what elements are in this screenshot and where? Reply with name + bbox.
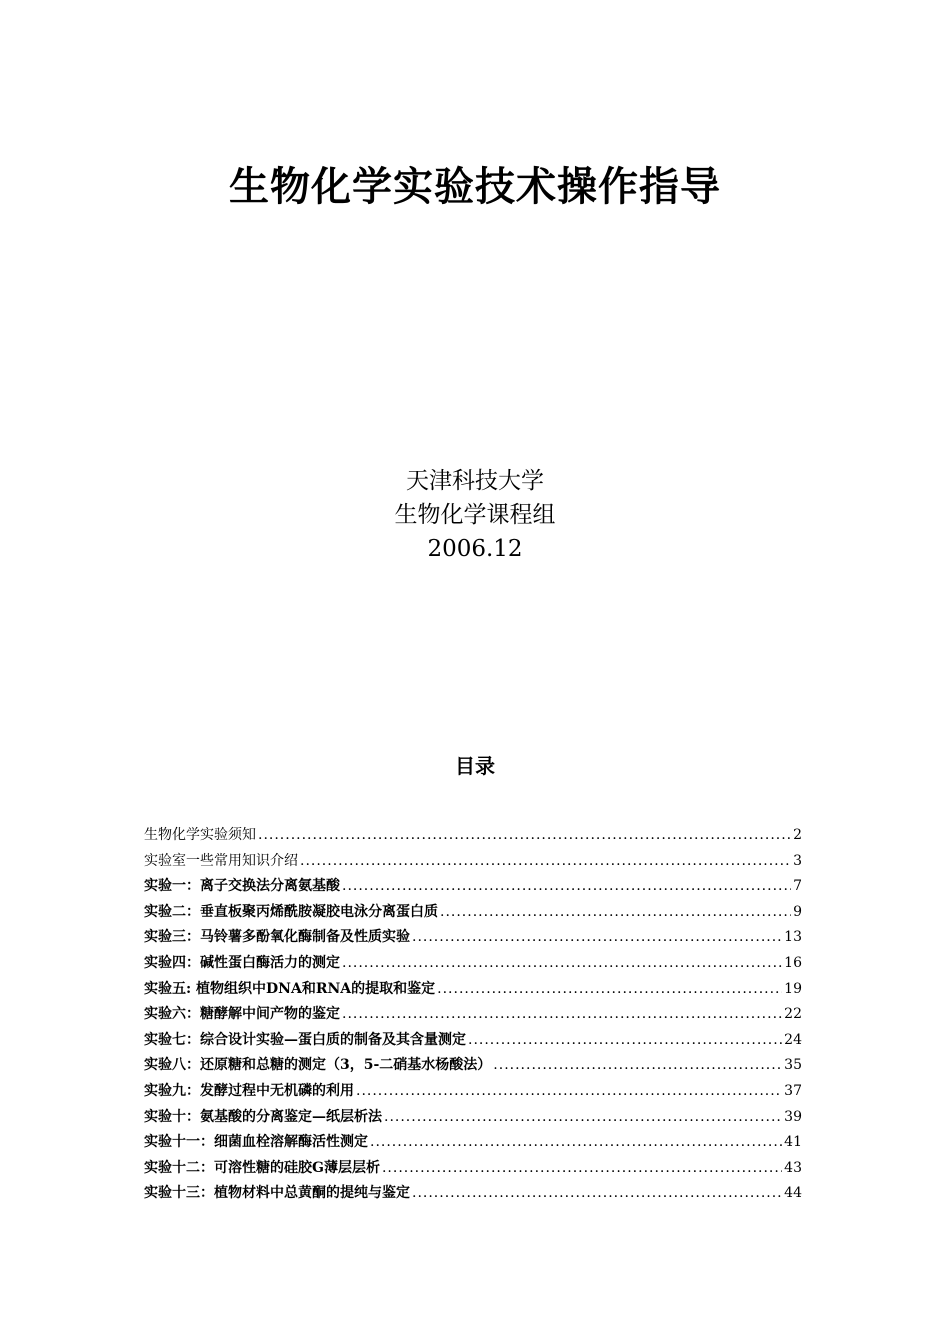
toc-entry-label: 实验一：离子交换法分离氨基酸 [144,878,340,895]
toc-entry-page: 2 [793,827,802,843]
university-name: 天津科技大学 [406,468,544,494]
toc-entry-page: 3 [793,852,802,869]
toc-entry[interactable] [144,850,802,876]
toc-entry[interactable] [144,1106,802,1132]
toc-entry-page: 7 [793,878,802,895]
publish-date: 2006.12 [427,536,523,562]
toc-entry-label: 实验九：发酵过程中无机磷的利用 [144,1082,354,1099]
toc-entry-page: 35 [784,1057,802,1074]
toc-entry[interactable] [144,952,802,978]
toc-leader-dots [342,878,791,894]
toc-leader-dots [493,1057,782,1073]
toc-entry-page: 24 [784,1031,802,1048]
toc-entry[interactable] [144,926,802,952]
table-of-contents [144,824,802,1208]
toc-entry[interactable] [144,1131,802,1157]
toc-entry[interactable] [144,1157,802,1183]
toc-leader-dots [412,1185,782,1201]
course-group: 生物化学课程组 [394,502,556,528]
toc-leader-dots [342,955,782,971]
toc-entry[interactable] [144,1054,802,1080]
toc-entry-page: 19 [784,980,802,997]
document-title: 生物化学实验技术操作指导 [229,163,721,210]
toc-entry-page: 37 [784,1082,802,1099]
toc-leader-dots [468,1032,782,1048]
toc-leader-dots [440,904,791,920]
toc-leader-dots [300,853,791,869]
toc-entry-label: 实验十三：植物材料中总黄酮的提纯与鉴定 [144,1185,410,1202]
toc-entry-page: 13 [784,929,802,946]
toc-leader-dots [370,1134,782,1150]
toc-entry[interactable] [144,824,802,850]
toc-entry[interactable] [144,978,802,1004]
toc-entry-label: 实验七：综合设计实验—蛋白质的制备及其含量测定 [144,1031,466,1048]
toc-entry-label: 实验十：氨基酸的分离鉴定—纸层析法 [144,1108,382,1125]
toc-entry[interactable] [144,1182,802,1208]
toc-entry-label: 实验五: 植物组织中DNA和RNA的提取和鉴定 [144,980,436,997]
toc-entry-label: 实验八：还原糖和总糖的测定（3，5-二硝基水杨酸法） [144,1057,492,1074]
toc-entry-page: 39 [784,1108,802,1125]
toc-leader-dots [382,1160,782,1176]
toc-entry-label: 生物化学实验须知 [144,827,256,843]
organization-block [0,464,950,566]
toc-entry-label: 实验十二：可溶性糖的硅胶G薄层层析 [144,1159,380,1176]
toc-leader-dots [258,827,791,843]
toc-entry-label: 实验十一：细菌血栓溶解酶活性测定 [144,1134,368,1151]
toc-leader-dots [437,981,782,997]
toc-entry[interactable] [144,1003,802,1029]
toc-entry-label: 实验四：碱性蛋白酶活力的测定 [144,954,340,971]
toc-heading: 目录 [455,754,495,778]
toc-entry[interactable] [144,901,802,927]
toc-entry-label: 实验室一些常用知识介绍 [144,852,298,869]
toc-leader-dots [342,1006,782,1022]
toc-entry-page: 22 [784,1006,802,1023]
toc-entry-label: 实验二：垂直板聚丙烯酰胺凝胶电泳分离蛋白质 [144,903,438,920]
toc-entry-label: 实验三：马铃薯多酚氧化酶制备及性质实验 [144,929,410,946]
toc-entry[interactable] [144,875,802,901]
toc-entry[interactable] [144,1080,802,1106]
toc-entry-page: 9 [793,903,802,920]
toc-entry-label: 实验六：糖酵解中间产物的鉴定 [144,1006,340,1023]
toc-leader-dots [356,1083,782,1099]
toc-entry[interactable] [144,1029,802,1055]
toc-entry-page: 41 [784,1134,802,1151]
toc-entry-page: 16 [784,954,802,971]
toc-leader-dots [384,1109,782,1125]
toc-entry-page: 44 [784,1185,802,1202]
toc-leader-dots [412,929,782,945]
toc-entry-page: 43 [784,1159,802,1176]
